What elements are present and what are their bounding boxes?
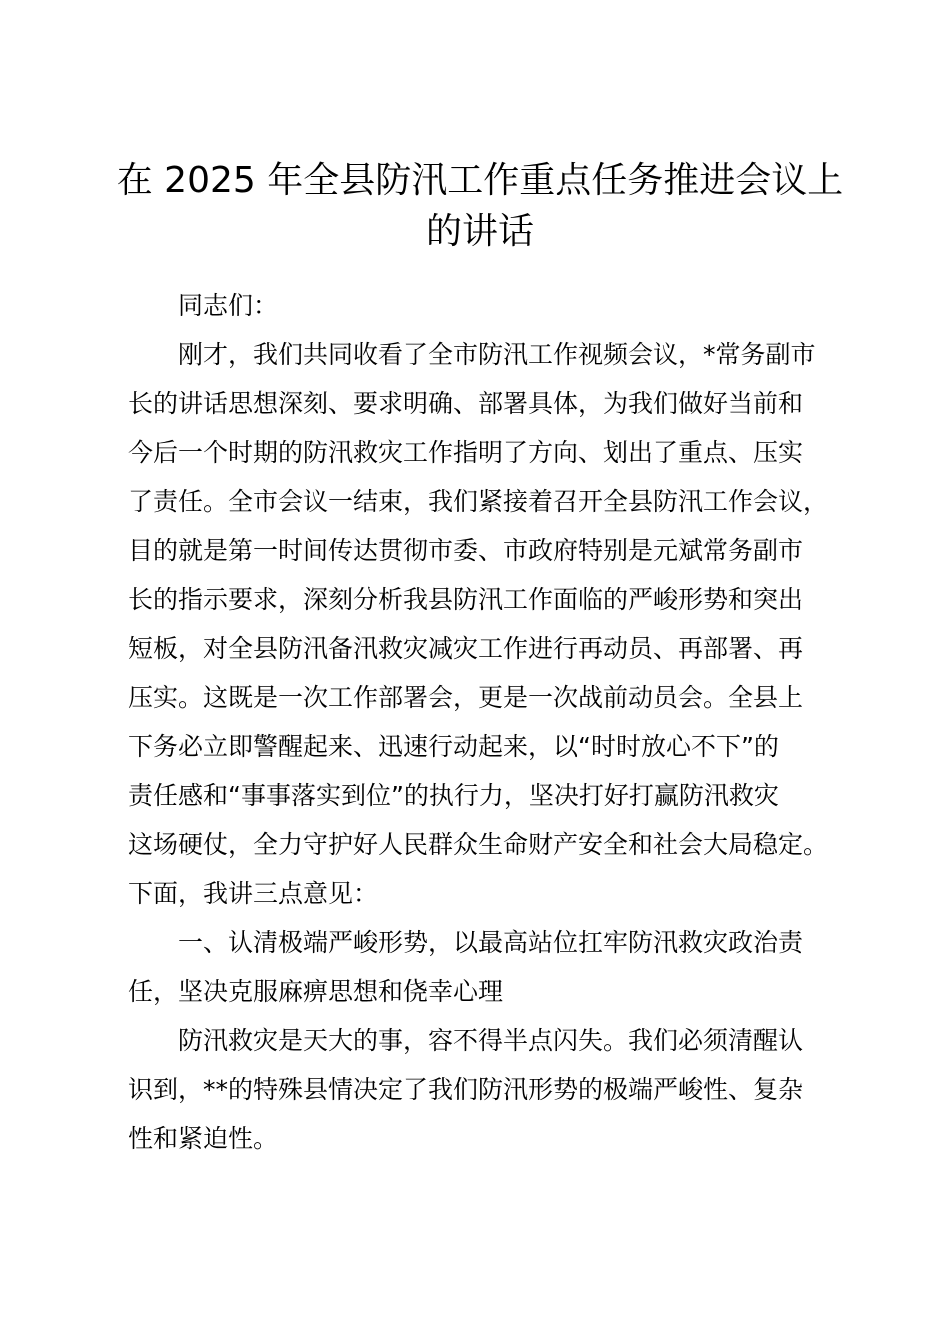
document-title <box>100 155 860 257</box>
paragraph-1-line: 责任感和“事事落实到位”的执行力，坚决打好打赢防汛救灾 <box>128 781 779 810</box>
paragraph-1-line: 这场硬仗，全力守护好人民群众生命财产安全和社会大局稳定。 <box>128 830 829 859</box>
paragraph-1-line: 下面，我讲三点意见： <box>128 879 379 908</box>
paragraph-1-line: 刚才，我们共同收看了全市防汛工作视频会议，*常务副市 <box>178 340 816 369</box>
title-line-2: 的讲话 <box>425 211 534 252</box>
paragraph-1-line: 了责任。全市会议一结束，我们紧接着召开全县防汛工作会议， <box>128 487 829 516</box>
section-heading-line: 一、认清极端严峻形势，以最高站位扛牢防汛救灾政治责 <box>178 928 804 957</box>
salutation: 同志们： <box>178 291 279 320</box>
document-body <box>128 284 863 1166</box>
paragraph-1-line: 长的讲话思想深刻、要求明确、部署具体，为我们做好当前和 <box>128 389 804 418</box>
paragraph-1-line: 压实。这既是一次工作部署会，更是一次战前动员会。全县上 <box>128 683 804 712</box>
paragraph-1-line: 短板，对全县防汛备汛救灾减灾工作进行再动员、再部署、再 <box>128 634 804 663</box>
paragraph-1-line: 长的指示要求，深刻分析我县防汛工作面临的严峻形势和突出 <box>128 585 804 614</box>
paragraph-2-line: 识到，**的特殊县情决定了我们防汛形势的极端严峻性、复杂 <box>128 1075 804 1104</box>
paragraph-1-line: 今后一个时期的防汛救灾工作指明了方向、划出了重点、压实 <box>128 438 804 467</box>
paragraph-2-line: 性和紧迫性。 <box>128 1124 279 1153</box>
paragraph-2-line: 防汛救灾是天大的事，容不得半点闪失。我们必须清醒认 <box>178 1026 804 1055</box>
paragraph-1-line: 下务必立即警醒起来、迅速行动起来，以“时时放心不下”的 <box>128 732 779 761</box>
title-line-1: 在 2025 年全县防汛工作重点任务推进会议上 <box>116 160 844 201</box>
section-heading-line: 任，坚决克服麻痹思想和侥幸心理 <box>128 977 504 1006</box>
paragraph-1-line: 目的就是第一时间传达贯彻市委、市政府特别是元斌常务副市 <box>128 536 804 565</box>
